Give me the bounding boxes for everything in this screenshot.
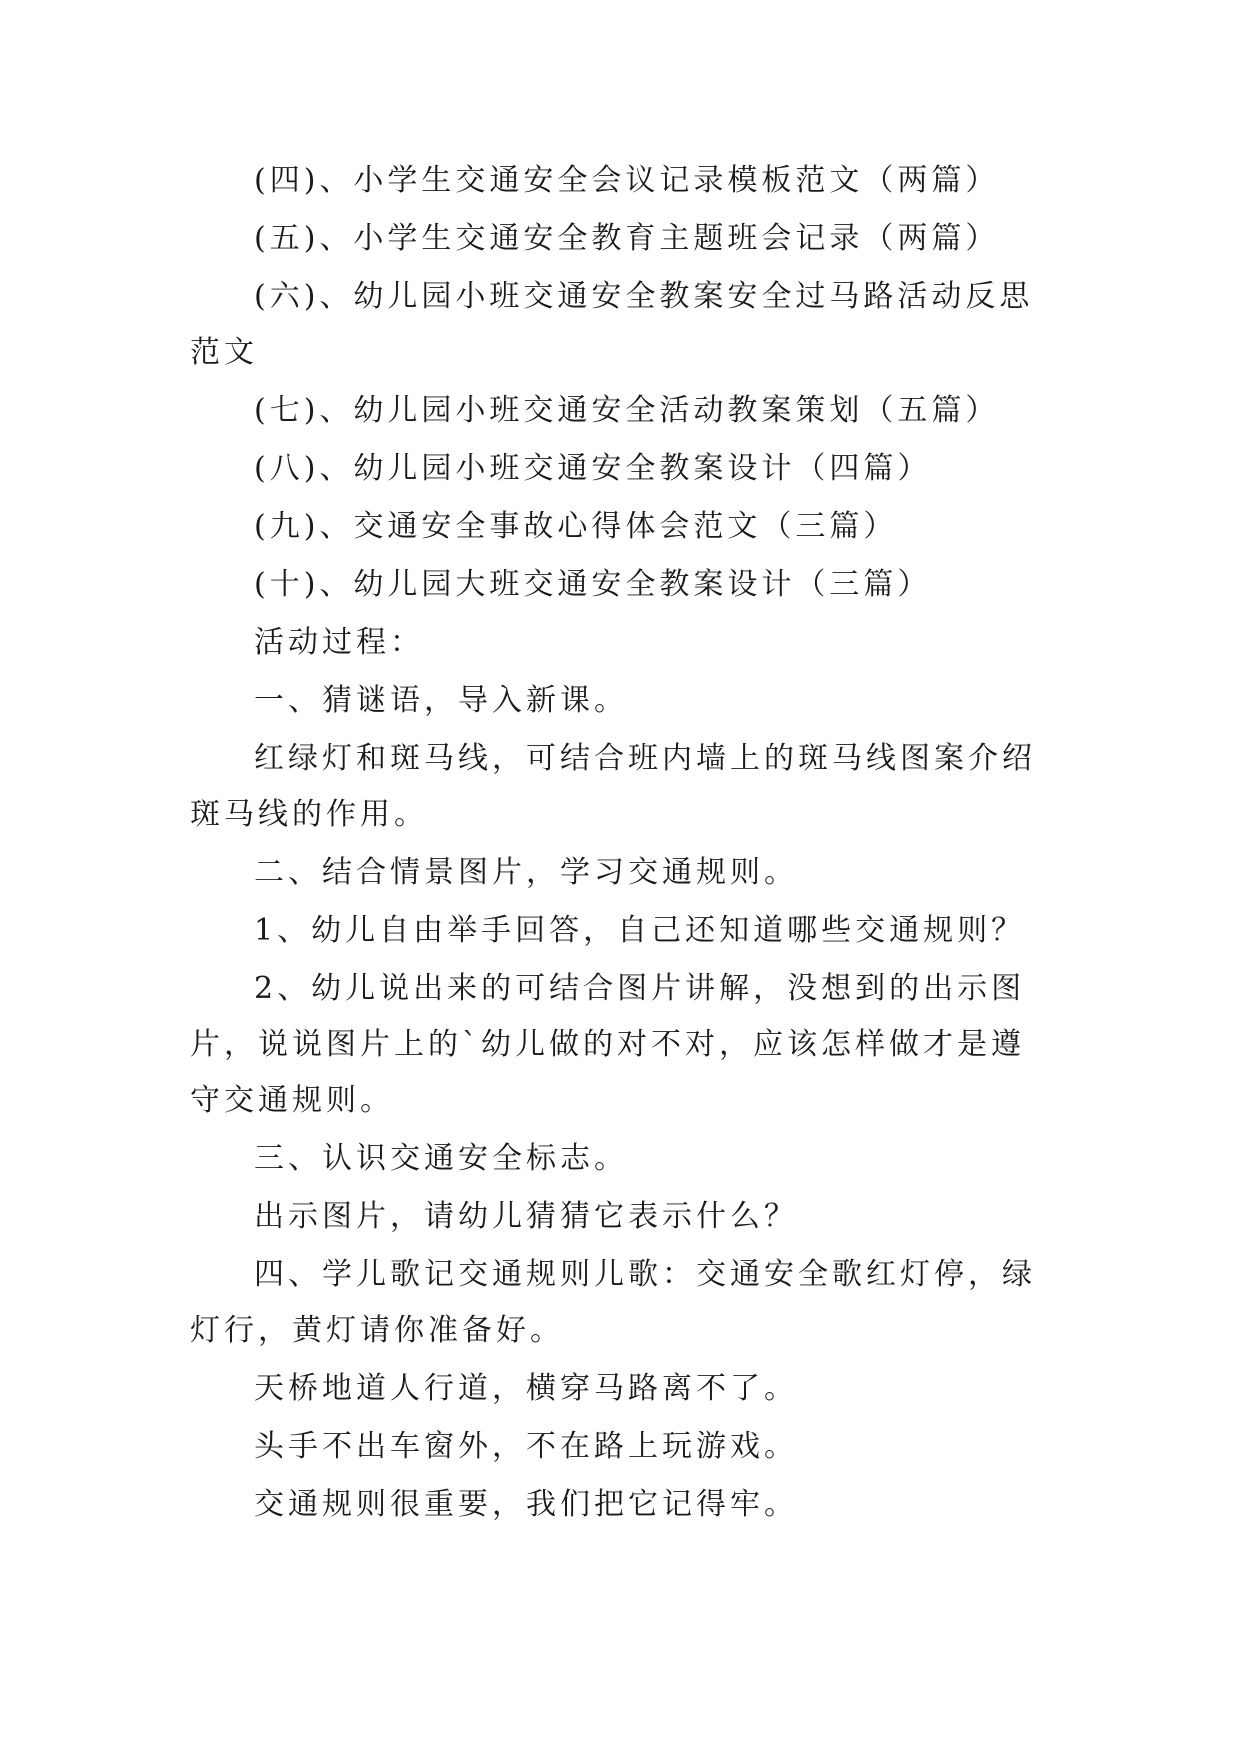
toc-item: (六)、幼儿园小班交通安全教案安全过马路活动反思范文 (190, 279, 1034, 370)
body-paragraph: 天桥地道人行道，横穿马路离不了。 (254, 1371, 798, 1406)
toc-item: (九)、交通安全事故心得体会范文（三篇） (254, 509, 898, 544)
body-paragraph: 三、认识交通安全标志。 (254, 1141, 628, 1176)
toc-item: (八)、幼儿园小班交通安全教案设计（四篇） (254, 451, 932, 486)
body-paragraph: 红绿灯和斑马线，可结合班内墙上的斑马线图案介绍斑马线的作用。 (190, 741, 1036, 832)
toc-item: (五)、小学生交通安全教育主题班会记录（两篇） (254, 221, 1000, 256)
body-paragraph: 头手不出车窗外，不在路上玩游戏。 (254, 1429, 798, 1464)
body-paragraph: 四、学儿歌记交通规则儿歌：交通安全歌红灯停，绿灯行，黄灯请你准备好。 (190, 1257, 1036, 1348)
toc-item: (四)、小学生交通安全会议记录模板范文（两篇） (254, 163, 1000, 198)
toc-item: (十)、幼儿园大班交通安全教案设计（三篇） (254, 567, 932, 602)
body-paragraph: 2、幼儿说出来的可结合图片讲解，没想到的出示图片，说说图片上的`幼儿做的对不对，应该怎样做才是遵守交通规则。 (190, 971, 1026, 1118)
body-paragraph: 1、幼儿自由举手回答，自己还知道哪些交通规则？ (254, 913, 1026, 948)
toc-item: (七)、幼儿园小班交通安全活动教案策划（五篇） (254, 393, 1000, 428)
document-body (190, 153, 1052, 1535)
body-paragraph: 交通规则很重要，我们把它记得牢。 (254, 1487, 798, 1522)
body-paragraph: 一、猜谜语，导入新课。 (254, 683, 628, 718)
body-paragraph: 出示图片，请幼儿猜猜它表示什么？ (254, 1199, 798, 1234)
section-heading: 活动过程： (254, 625, 424, 660)
body-paragraph: 二、结合情景图片，学习交通规则。 (254, 855, 798, 890)
